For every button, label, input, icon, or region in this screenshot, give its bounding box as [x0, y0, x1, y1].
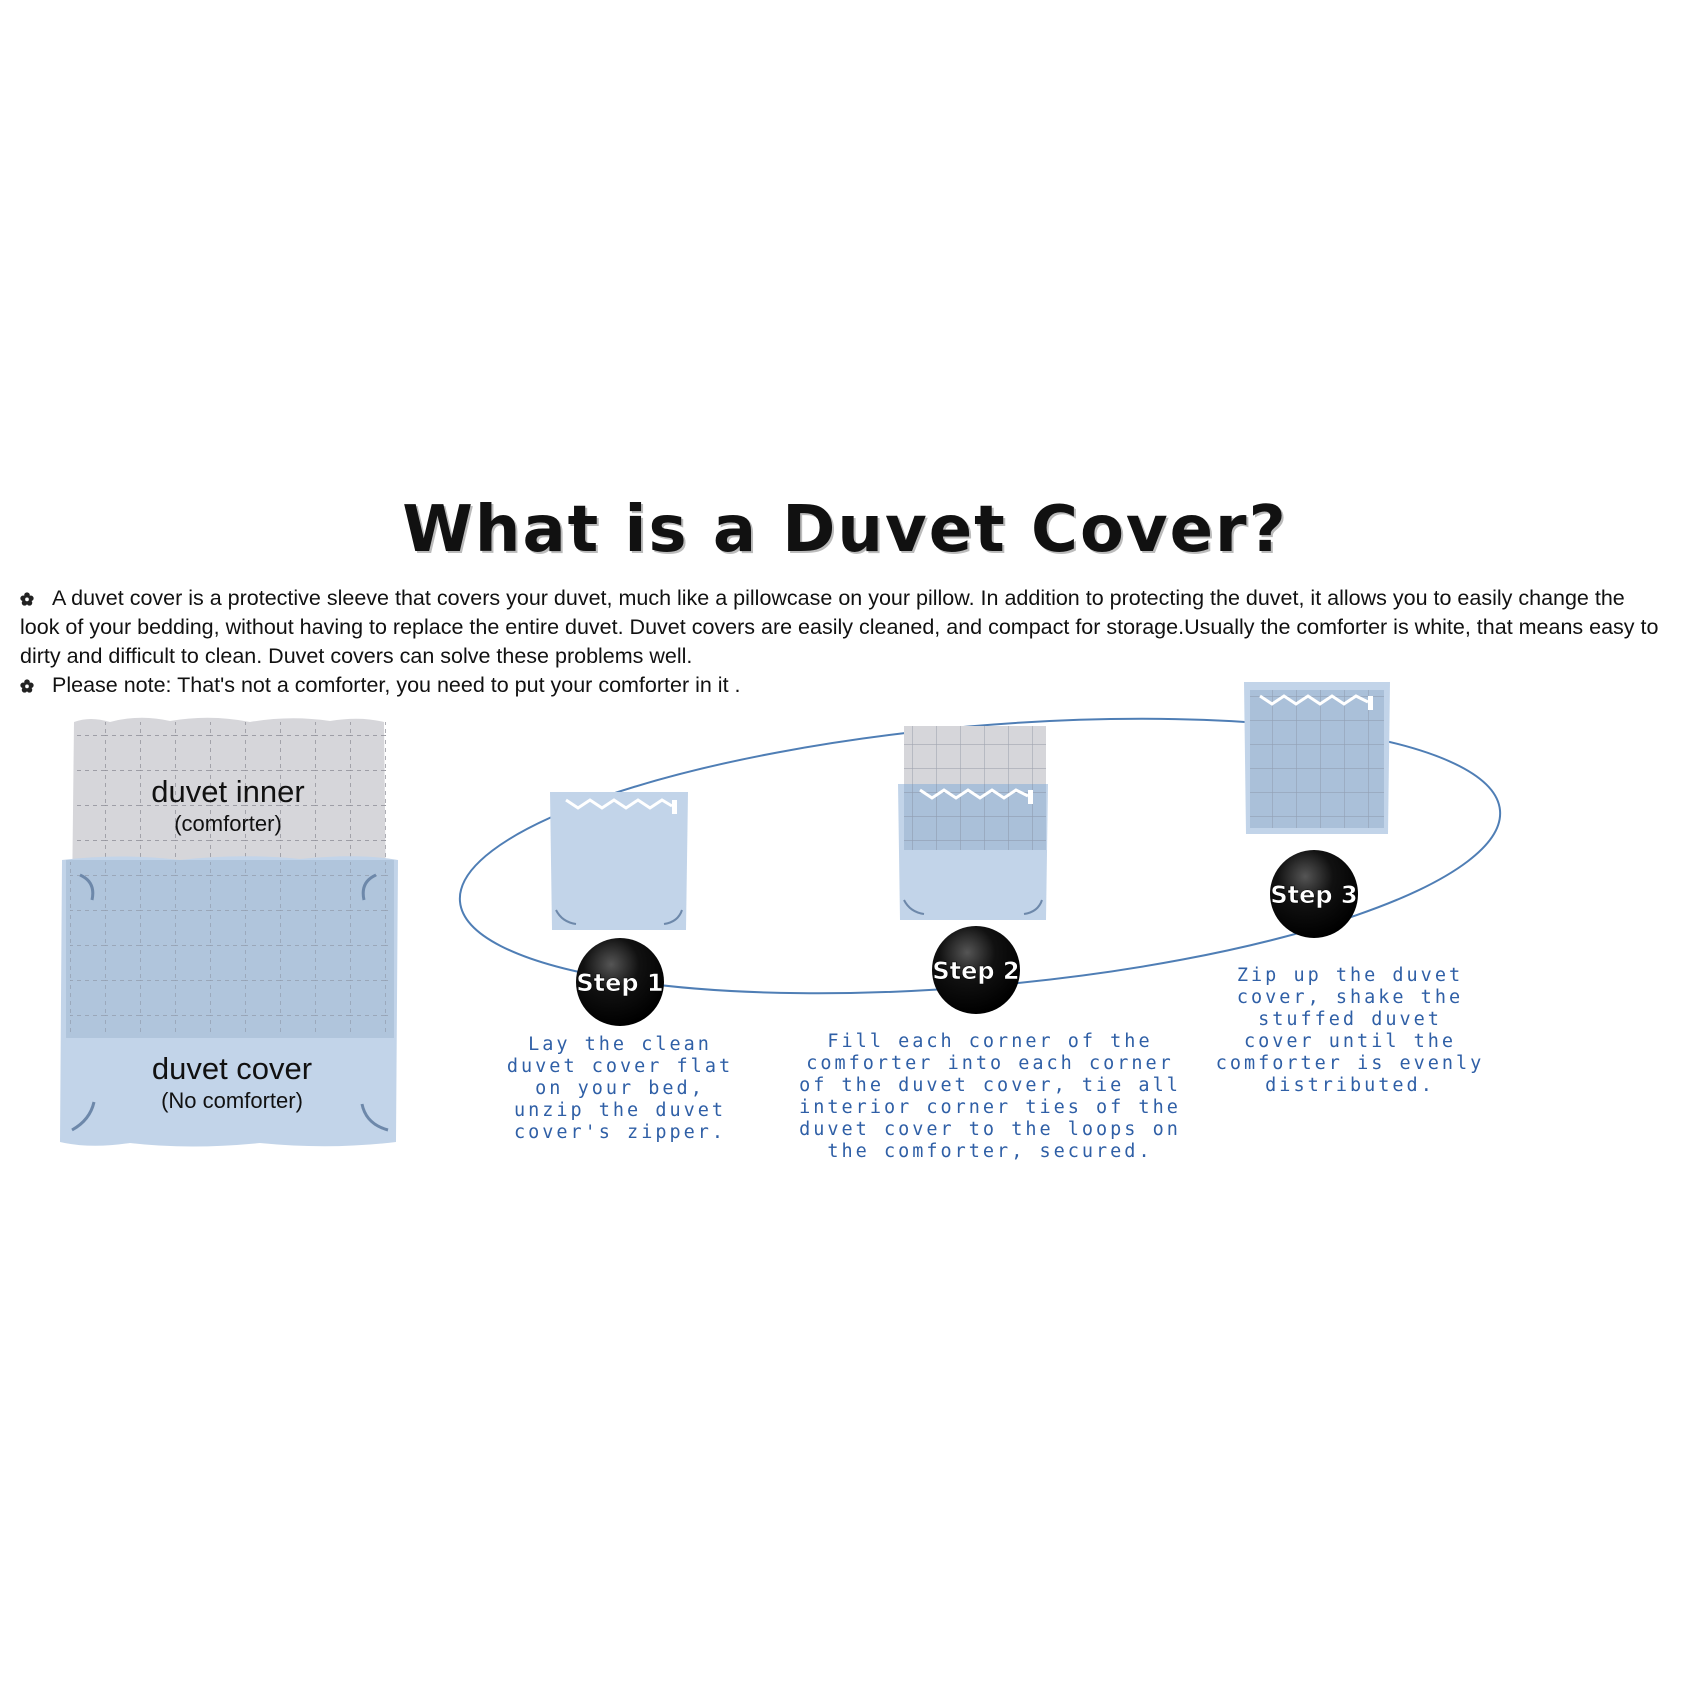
duvet-cover-sublabel: (No comforter) — [161, 1088, 303, 1113]
step-2-illustration — [898, 726, 1048, 920]
duvet-cover-label: duvet cover — [151, 1051, 313, 1086]
step-3-label: Step 3 — [1270, 881, 1358, 909]
intro-paragraph-1-text: A duvet cover is a protective sleeve that covers your duvet, much like a pillowcase on your pillow. In addition to protecting the duvet, it allows you to easily change the look of your bedding, without having to replace the entire duvet. Duvet covers are easily cleaned, and compact for storage.Usually the comforter is white, that means easy to dirty and difficult to clean. Duvet covers can solve these problems well. — [20, 586, 1659, 668]
step-3-caption: Zip up the duvet cover, shake the stuffed duvet cover until the comforter is evenly distributed. — [1215, 965, 1485, 1096]
step-3-badge — [1270, 850, 1358, 938]
step-1-badge — [576, 938, 664, 1026]
duvet-inner-label: duvet inner — [151, 774, 305, 809]
step-1-label: Step 1 — [576, 969, 664, 997]
step-1-illustration — [550, 792, 688, 930]
duvet-inner-sublabel: (comforter) — [174, 811, 282, 836]
step-1-caption: Lay the clean duvet cover flat on your bed, unzip the duvet cover's zipper. — [506, 1034, 734, 1143]
page-title: What is a Duvet Cover? — [402, 493, 1288, 567]
step-2-label: Step 2 — [932, 957, 1020, 985]
duvet-illustration — [60, 718, 398, 1147]
step-2-badge — [932, 926, 1020, 1014]
step-2-caption: Fill each corner of the comforter into each corner of the duvet cover, tie all interior corner ties of the duvet cover to the loops on the comforter, secured. — [799, 1031, 1181, 1162]
intro-paragraph-2-text: Please note: That's not a comforter, you need to put your comforter in it . — [52, 673, 741, 697]
step-3-illustration — [1244, 682, 1390, 834]
